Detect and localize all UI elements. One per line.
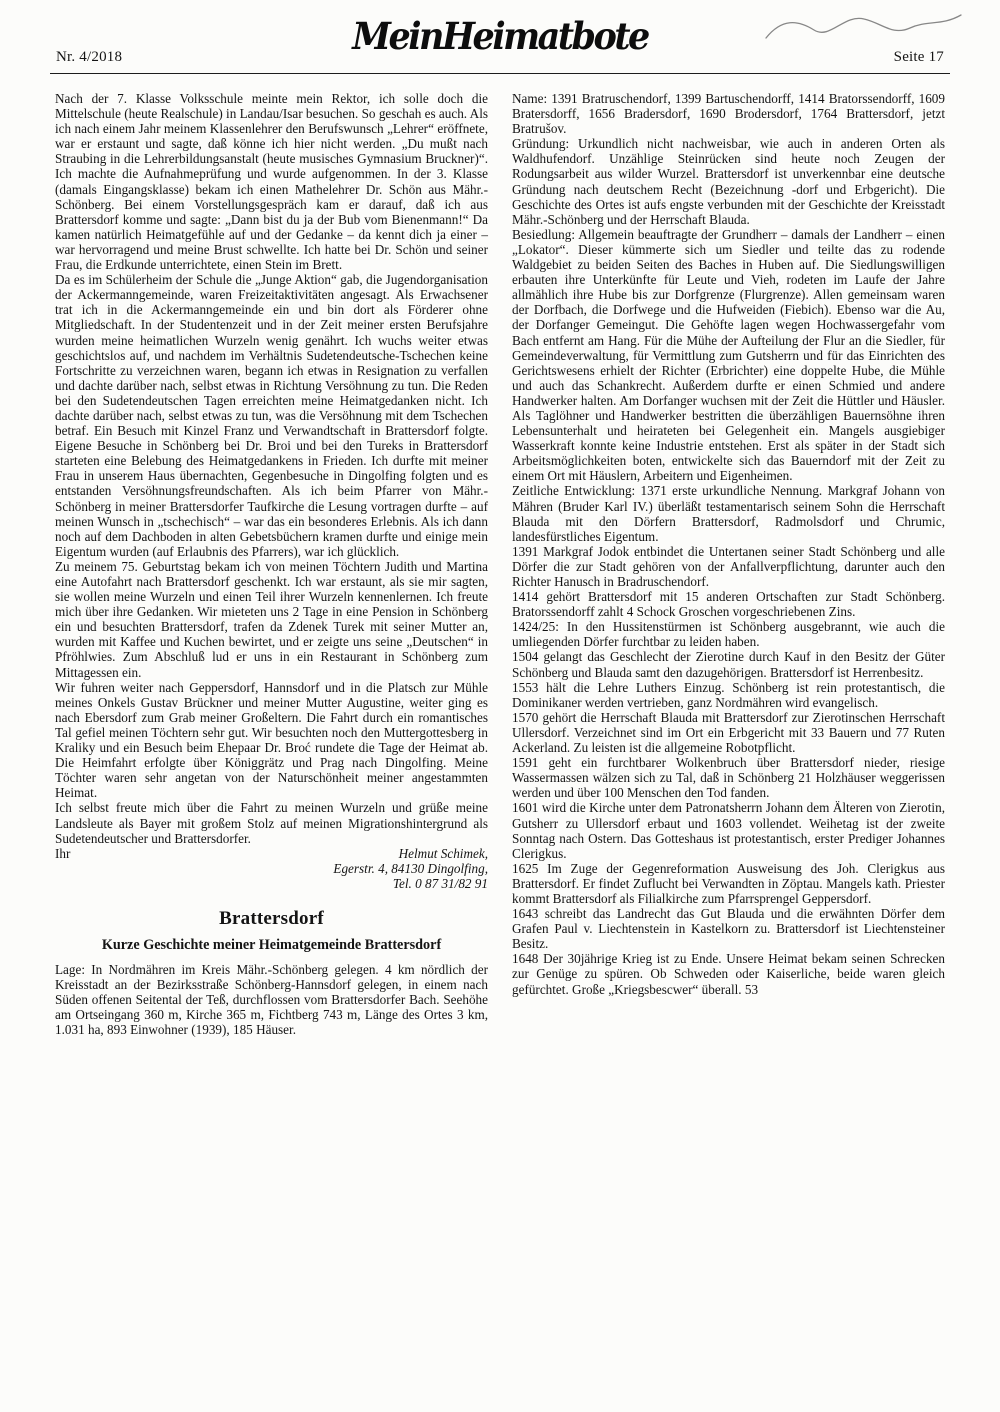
paragraph: 1648 Der 30jährige Krieg ist zu Ende. Unsere Heimat bekam seinen Schrecken zur Genüge zu spüren. Ob Schweden oder Kaiserliche, beide waren gleich gefürchtet. Große „Kriegsbescwer“ überall. 53 [512,951,945,997]
article-title: Brattersdorf [219,907,324,929]
paragraph: Gründung: Urkundlich nicht nachweisbar, wie auch in anderen Orten als Waldhufendorf. Unzählige Steinrücken sind heute noch Zeugen der Rodungsarbeit aus wilder Wurzel. Brattersdorf ist unverkennbar eine deutsche Gründung nach deutschem Recht (Bezeichnung -dorf und Erbgericht). Die Geschichte des Ortes ist aufs engste verbunden mit der Geschichte der Kreisstadt Mähr.-Schönberg und der Herrschaft Blauda. [512,136,945,227]
paragraph: 1504 gelangt das Geschlecht der Zierotine durch Kauf in den Besitz der Güter Schönberg und Blauda samt den dazugehörigen. Brattersdorf ist Herrenbesitz. [512,649,945,680]
paragraph: Nach der 7. Klasse Volksschule meinte mein Rektor, ich solle doch die Mittelschule (heute Realschule) in Landau/Isar besuchen. So geschah es auch. Als ich nach einem Jahr meinem Klassenlehrer den Berufswunsch „Lehrer“ eröffnete, war er erstaunt und sagte, daß könne ich hier nicht werden. „Du mußt nach Straubing in die Lehrerbildungsanstalt (heute musisches Gymnasium Bruckner)“. Ich machte die Aufnahmeprüfung und wurde aufgenommen. In der 3. Klasse (damals Eingangsklasse) bekam ich einen Mathelehrer Dr. Schön aus Mähr.-Schönberg. Bei einem Vorstellungsgespräch kam er darauf, daß ich aus Brattersdorf komme und sagte: „Dann bist du ja der Bub vom Bienenmann!“ Da kamen natürlich Heimatgefühle auf und der Gedanke – da kennt dich ja einer – war hervorragend und meine Brust schwellte. Ich hatte bei Dr. Schön und seiner Frau, die Erdkunde unterrichtete, einen Stein im Brett. [55,91,488,273]
paragraph: 1424/25: In den Hussitenstürmen ist Schönberg ausgebrannt, wie auch die umliegenden Dörfer furchtbar zu leiden haben. [512,619,945,650]
paragraph: 1553 hält die Lehre Luthers Einzug. Schönberg ist rein protestantisch, die Dominikaner werden vertrieben, ganz Nordmähren wird evangelisch. [512,679,945,710]
right-column [512,91,945,1037]
page-header [50,0,950,74]
header-rule [50,73,950,74]
paragraph: Lage: In Nordmähren im Kreis Mähr.-Schönberg gelegen. 4 km nördlich der Kreisstadt an der Bezirksstraße Schönberg-Hannsdorf gelegen, in einem nach Süden offenen Seitental der Teß, durchflossen vom Brattersdorfer Bach. Seehöhe am Ortseingang 360 m, Kirche 365 m, Fichtberg 743 m, Länge des Ortes 3 km, 1.031 ha, 893 Einwohner (1939), 185 Häuser. [55,961,488,1038]
signature-lines [55,846,488,891]
article-subtitle: Kurze Geschichte meiner Heimatgemeinde Brattersdorf [101,936,442,953]
paragraph: 1570 gehört die Herrschaft Blauda mit Brattersdorf zur Zierotinschen Herrschaft Ullersdorf. Verzeichnet sind im Ort ein Erbgericht mit 33 Bauern und 77 Ruten Ackerland. Zu leisten ist die allgemeine Robotpflicht. [512,709,945,756]
paragraph: Ich selbst freute mich über die Fahrt zu meinen Wurzeln und grüße meine Landsleute als Bayer mit großem Stolz auf meinen Migrationshintergrund als Sudetendeutscher und Brattersdorfer. [55,800,488,846]
paragraph: Name: 1391 Bratruschendorf, 1399 Bartuschendorff, 1414 Bratorssendorff, 1609 Bratersdorff, 1656 Bradersdorf, 1690 Brodersdorf, 1764 Brattersdorf, jetzt Bratrušov. [512,91,945,137]
paragraph: Besiedlung: Allgemein beauftragte der Grundherr – damals der Landherr – einen „Lokator“. Dieser kümmerte sich um Siedler und teilte das zu rodende Waldgebiet zu beiden Seiten des Baches in Huben auf. Die Siedlungswilligen erbauten ihre Unterkünfte für Leute und Vieh, rodeten im Laufe der Jahre allmählich ihre Hube bis zur Dorfgrenze (Flurgrenze). Allen gemeinsam waren der Dorfbach, die Dorfwege und die Hufweiden (Fiebich). Ebenso war die Au, der Dorfanger Gemeingut. Die Gehöfte lagen wegen Hochwassergefahr vom Bach entfernt am Hang. Für die Mühe der Aufteilung der Flur an die Siedler, für Gemeindeverwaltung, für Vermittlung zum Gutsherrn und für das Einrichten des Gerichtswesens erhielt der Richter (Erbrichter) eine doppelte Hube, die Mühle und auch das Schankrecht. Außerdem durfte er einen Schmied und andere Handwerker halten. Am Dorfanger wuchsen mit der Zeit die Hüttler und Häusler. Als Taglöhner und Handwerker bestritten die überzähligen Bauernsöhne ihren Lebensunterhalt und heirateten bei Gelegenheit ein. Mangels ausgiebiger Wasserkraft konnte keine Industrie entstehen. Erst als später in der Stadt sich Arbeitsmöglichkeiten boten, entwickelte sich das Bauerndorf mit der Zeit zu einem Ort mit Häuslern, Arbeitern und Eigenheimen. [512,226,945,484]
paragraph: 1643 schreibt das Landrecht das Gut Blauda und die erwähnten Dörfer dem Grafen Paul v. Liechtenstein in Kastelkorn zu. Brattersdorf ist Liechtensteiner Besitz. [512,906,945,952]
memoir-paragraphs [55,91,488,846]
paragraph: 1391 Markgraf Jodok entbindet die Untertanen seiner Stadt Schönberg und alle Dörfer die zur Stadt gehören von der Anfallverpflichtung, darunter auch den Richter Hanusch in Bradruschendorf. [512,543,945,589]
left-column [55,91,488,1037]
decorative-flourish [764,6,964,48]
paragraph: Zu meinem 75. Geburtstag bekam ich von meinen Töchtern Judith und Martina eine Autofahrt nach Brattersdorf geschenkt. Ich war erstaunt, als sie mir sagten, sie wollen meine Wurzeln und einen Teil ihrer Wurzeln kennenlernen. Ich freute mich über ihre Gedanken. Wir mieteten uns 2 Tage in eine Pension in Schönberg ein und besuchten Brattersdorf, trafen da Zdenek Turek mit seiner Mutter an, wurden mit Kaffee und Kuchen bewirtet, und er zeigte uns seine „Deutschen“ in Pfröhlwies. Zum Abschluß lud er uns in ein Restaurant in Schönberg zum Mittagessen ein. [55,558,488,680]
paragraph: 1601 wird die Kirche unter dem Patronatsherrn Johann dem Älteren von Zierotin, Gutsherr zu Ullersdorf erbaut und 1603 vollendet. Weihetag ist der zweite Sonntag nach Ostern. Das Gotteshaus ist protestantisch, erster Prediger Johannes Clerigkus. [512,800,945,861]
paragraph: Wir fuhren weiter nach Geppersdorf, Hannsdorf und in die Platsch zur Mühle meines Onkels Gustav Brückner und meiner Mutter Augustine, weiter ging es nach Ebersdorf zum Grab meiner Großeltern. Die Fahrt durch ein romantisches Tal gefiel meinen Töchtern sehr gut. Wir besuchten noch den Muttergottesberg in Kraliky und ein Besuch beim Ehepaar Dr. Broć rundete die Tage der Heimat ab. Die Heimfahrt erfolgte über Königgrätz und Prag nach Dingolfing. Meine Töchter waren sehr angetan von der Naturschönheit meiner angestammten Heimat. [55,679,488,801]
signature-salutation: Ihr [55,845,71,861]
history-paragraphs [512,91,945,997]
paragraph: Zeitliche Entwicklung: 1371 erste urkundliche Nennung. Markgraf Johann von Mähren (Bruder Karl IV.) überläßt testamentarisch seinem Sohn die Herrschaft Blauda mit den Dörfern Brattersdorf, Radmolsdorf und Chrumic, landesfürstliches Eigentum. [512,483,945,544]
page-number: Seite 17 [893,49,944,65]
paragraph: 1414 gehört Brattersdorf mit 15 anderen Ortschaften zur Stadt Schönberg. Bratorssendorff zahlt 4 Schock Groschen vorgeschriebenen Zins. [512,589,945,620]
issue-number: Nr. 4/2018 [56,49,123,65]
paragraph: Da es im Schülerheim der Schule die „Junge Aktion“ gab, die Jugendorganisation der Ackermanngemeinde, waren Freizeitaktivitäten angesagt. Als Erwachsener trat ich in die Ackermanngemeinde ein und bin dort als Förderer ohne Mitgliedschaft. In der Studentenzeit und in der Zeit meiner ersten Berufsjahre wurden meine heimatlichen Wurzeln wenig genährt. Ich wuchs weiter etwas geschichtslos auf, und nachdem im Verhältnis Sudetendeutsche-Tschechen keine Fortschritte zu verzeichnen waren, begann ich etwas in Resignation zu verfallen und dachte darüber nach, selbst etwas in Richtung Versöhnung zu tun. Die Reden bei den Sudetendeutschen Tagen erreichten meine Heimatgedanken nicht. Ich dachte darüber nach, selbst etwas zu tun, was die Versöhnung mit dem Tschechen betraf. Ein Besuch mit Kinzel Franz und Verwandtschaft in Brattersdorf folgte. Eigene Besuche in Schönberg bei Dr. Broi und bei den Tureks in Brattersdorf starteten eine Belebung des Heimatgedankens in Frieden. Ich durfte mit meiner Frau in unserem Haus übernachten, Gegenbesuche in Dingolfing folgten und es entstanden Versöhnungsfreundschaften. Als ich beim Pfarrer von Mähr.-Schönberg in meiner Brattersdorfer Taufkirche die Lesung vortragen durfte – auf meinen Wunsch in „tschechisch“ – war das ein besonderes Erlebnis. Als ich dann noch auf dem Dachboden in alten Gebetsbüchern kramen durfte und einige mein Eigentum wurden (auf Erlaubnis des Pfarrers), war ich glücklich. [55,272,488,559]
paragraph: 1591 geht ein furchtbarer Wolkenbruch über Brattersdorf nieder, riesige Wassermassen wälzen sich zu Tal, daß in Schönberg 21 Holzhäuser weggerissen werden und über 100 Menschen den Tod fanden. [512,755,945,801]
signature-block [55,846,488,891]
article-columns [0,74,1000,1037]
paragraph: Tel. 0 87 31/82 91 [392,875,488,891]
article-lage-paragraphs [55,962,488,1037]
paragraph: Helmut Schimek, [398,845,488,861]
paragraph: 1625 Im Zuge der Gegenreformation Ausweisung des Joh. Clerigkus aus Brattersdorf. Er findet Zuflucht bei Verwandten in Zöptau. Mangels kath. Priester kommt Brattersdorf als Filialkirche zum Pfarrsprengel Geppersdorf. [512,860,945,906]
masthead-logo: MeinHeimatbote [352,14,648,59]
paragraph: Egerstr. 4, 84130 Dingolfing, [333,860,488,876]
